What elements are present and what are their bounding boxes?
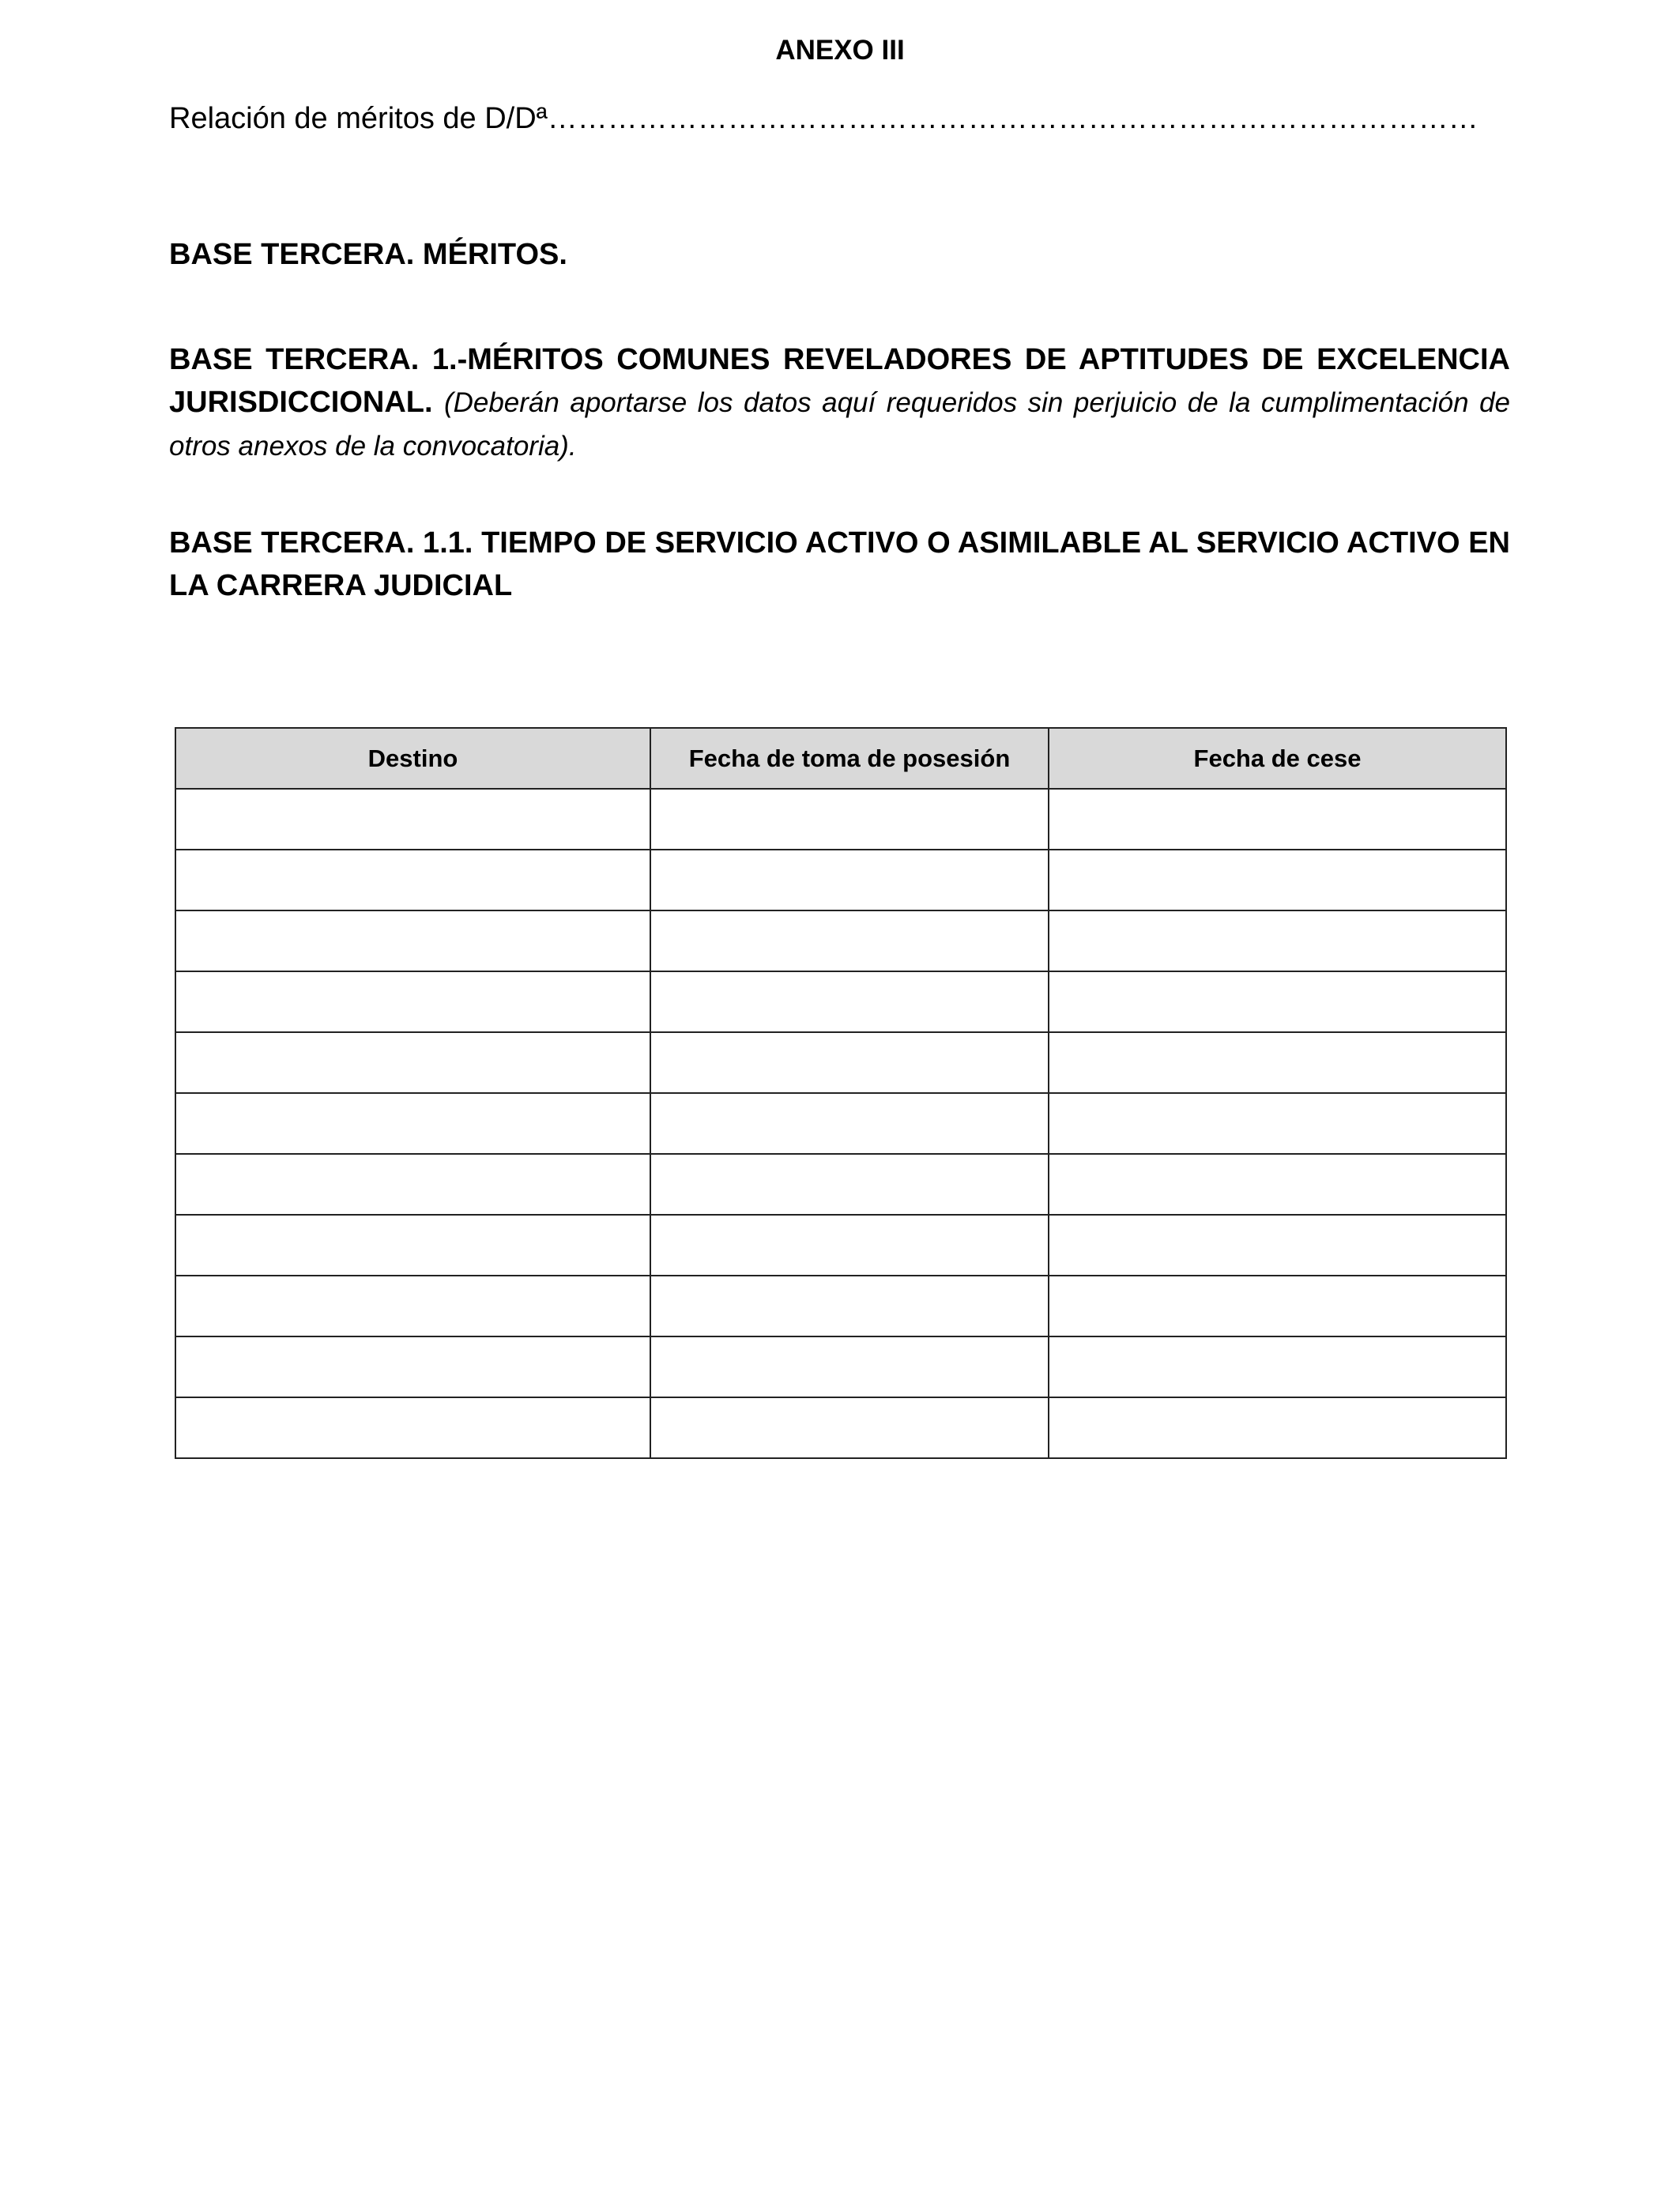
table-row <box>175 1215 1506 1276</box>
paragraph-meritos-comunes <box>169 338 1510 468</box>
cell-fecha-cese[interactable] <box>1049 1093 1506 1154</box>
cell-destino[interactable] <box>175 1093 650 1154</box>
table-row <box>175 910 1506 971</box>
table-row <box>175 1093 1506 1154</box>
header-fecha-toma-posesion: Fecha de toma de posesión <box>650 728 1049 789</box>
cell-destino[interactable] <box>175 971 650 1032</box>
cell-fecha-cese[interactable] <box>1049 1215 1506 1276</box>
cell-fecha-toma-posesion[interactable] <box>650 971 1049 1032</box>
cell-destino[interactable] <box>175 1336 650 1397</box>
cell-fecha-toma-posesion[interactable] <box>650 1032 1049 1093</box>
cell-destino[interactable] <box>175 1276 650 1336</box>
table-row <box>175 850 1506 910</box>
cell-fecha-toma-posesion[interactable] <box>650 1397 1049 1458</box>
cell-fecha-cese[interactable] <box>1049 910 1506 971</box>
cell-fecha-toma-posesion[interactable] <box>650 1215 1049 1276</box>
cell-destino[interactable] <box>175 1032 650 1093</box>
table-row <box>175 1154 1506 1215</box>
cell-fecha-toma-posesion[interactable] <box>650 1093 1049 1154</box>
cell-fecha-cese[interactable] <box>1049 971 1506 1032</box>
header-fecha-cese: Fecha de cese <box>1049 728 1506 789</box>
paragraph-meritos-comunes-title: BASE TERCERA. 1.-MÉRITOS COMUNES REVELADORES DE APTITUDES DE EXCELENCIA JURISDICCIONAL. <box>169 343 1510 419</box>
cell-fecha-cese[interactable] <box>1049 1154 1506 1215</box>
annex-title: ANEXO III <box>775 35 905 66</box>
paragraph-meritos-comunes-note: (Deberán aportarse los datos aquí requeridos sin perjuicio de la cumplimentación de otros anexos de la convocatoria). <box>169 387 1510 462</box>
cell-destino[interactable] <box>175 1397 650 1458</box>
cell-fecha-cese[interactable] <box>1049 1397 1506 1458</box>
table-row <box>175 971 1506 1032</box>
table-header-row <box>175 728 1506 789</box>
relacion-fill-dots: ………………………………………………………………………………… <box>547 102 1478 135</box>
paragraph-tiempo-servicio: BASE TERCERA. 1.1. TIEMPO DE SERVICIO ACTIVO O ASIMILABLE AL SERVICIO ACTIVO EN LA CARRERA JUDICIAL <box>169 526 1510 602</box>
cell-destino[interactable] <box>175 910 650 971</box>
service-time-table <box>175 727 1507 1459</box>
table-row <box>175 1276 1506 1336</box>
cell-fecha-cese[interactable] <box>1049 1276 1506 1336</box>
cell-fecha-cese[interactable] <box>1049 789 1506 850</box>
table-row <box>175 789 1506 850</box>
cell-fecha-toma-posesion[interactable] <box>650 1154 1049 1215</box>
cell-fecha-cese[interactable] <box>1049 1336 1506 1397</box>
cell-fecha-toma-posesion[interactable] <box>650 1276 1049 1336</box>
cell-fecha-toma-posesion[interactable] <box>650 1336 1049 1397</box>
cell-fecha-toma-posesion[interactable] <box>650 910 1049 971</box>
section-heading: BASE TERCERA. MÉRITOS. <box>169 238 567 271</box>
table-row <box>175 1397 1506 1458</box>
header-destino: Destino <box>175 728 650 789</box>
cell-destino[interactable] <box>175 1154 650 1215</box>
relacion-line <box>169 98 1478 139</box>
cell-fecha-toma-posesion[interactable] <box>650 789 1049 850</box>
table-row <box>175 1032 1506 1093</box>
cell-destino[interactable] <box>175 789 650 850</box>
relacion-label: Relación de méritos de D/Dª <box>169 102 548 135</box>
cell-fecha-cese[interactable] <box>1049 1032 1506 1093</box>
cell-fecha-cese[interactable] <box>1049 850 1506 910</box>
cell-destino[interactable] <box>175 1215 650 1276</box>
cell-destino[interactable] <box>175 850 650 910</box>
table-body <box>175 789 1506 1458</box>
cell-fecha-toma-posesion[interactable] <box>650 850 1049 910</box>
table-row <box>175 1336 1506 1397</box>
